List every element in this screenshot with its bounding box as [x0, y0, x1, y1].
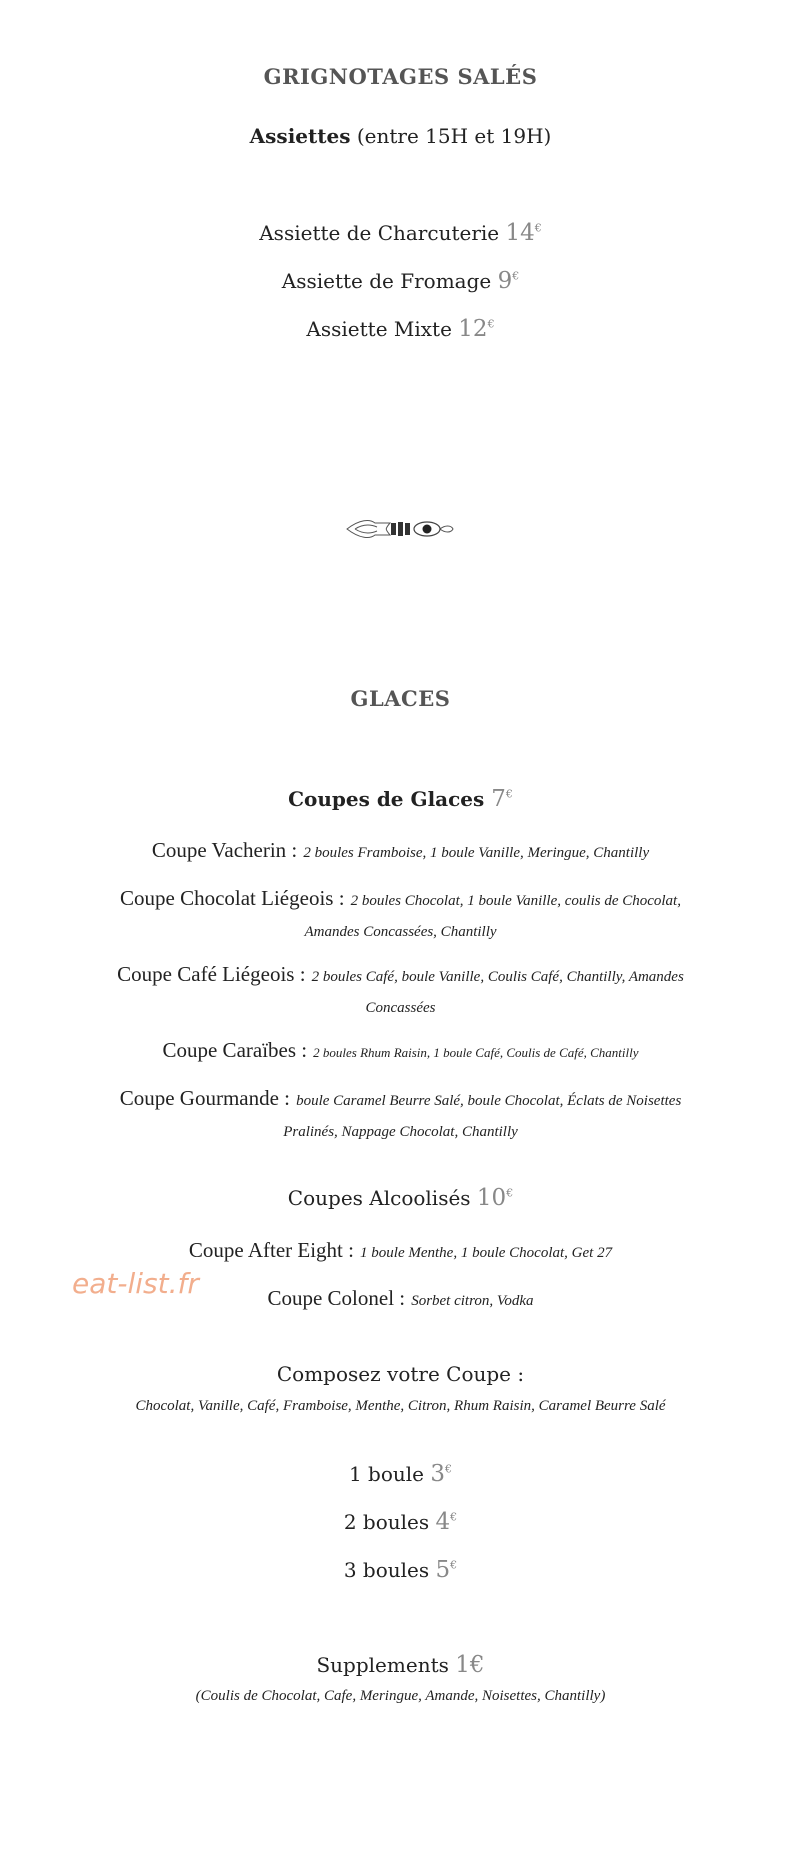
- item-price: 12€: [458, 316, 495, 342]
- coupe-description: 1 boule Menthe, 1 boule Chocolat, Get 27: [360, 1245, 613, 1261]
- alcool-price: 10€: [476, 1185, 514, 1211]
- coupe-name: Coupe Café Liégeois :: [117, 962, 306, 986]
- coupe-name: Coupe Chocolat Liégeois :: [120, 886, 345, 910]
- coupe-name: Coupe Vacherin :: [151, 838, 298, 862]
- coupe-name: Coupe Gourmande :: [119, 1086, 291, 1110]
- assiettes-hours: (entre 15H et 19H): [350, 124, 552, 148]
- compose-title: Composez votre Coupe :: [276, 1362, 525, 1386]
- coupe-description: 2 boules Chocolat, 1 boule Vanille, coulis de Chocolat, Amandes Concassées, Chantilly: [304, 893, 681, 940]
- menu-item: [0, 220, 801, 246]
- coupe-item: [115, 1284, 686, 1316]
- coupe-description: 2 boules Framboise, 1 boule Vanille, Meringue, Chantilly: [303, 845, 650, 861]
- coupe-item: [115, 1084, 686, 1147]
- coupe-name: Coupe After Eight :: [188, 1238, 354, 1262]
- boule-option: [0, 1557, 801, 1583]
- item-name: Assiette de Charcuterie: [259, 221, 500, 245]
- menu-item: [0, 268, 801, 294]
- boule-option: [0, 1509, 801, 1535]
- assiettes-label: Assiettes: [249, 124, 351, 148]
- coupe-item: [115, 1036, 686, 1067]
- boule-option: [0, 1461, 801, 1487]
- supplements-label: Supplements: [316, 1653, 449, 1677]
- boule-label: 3 boules: [343, 1558, 430, 1582]
- coupe-item: [115, 836, 686, 868]
- coupe-description: Sorbet citron, Vodka: [411, 1293, 534, 1309]
- coupe-name: Coupe Caraïbes :: [162, 1038, 308, 1062]
- coupe-name: Coupe Colonel :: [267, 1286, 406, 1310]
- compose-flavors: Chocolat, Vanille, Café, Framboise, Menthe, Citron, Rhum Raisin, Caramel Beurre Salé: [135, 1398, 666, 1414]
- boule-price: 5€: [435, 1557, 458, 1583]
- supplements-list: (Coulis de Chocolat, Cafe, Meringue, Amande, Noisettes, Chantilly): [195, 1688, 606, 1704]
- boule-label: 2 boules: [343, 1510, 430, 1534]
- item-name: Assiette de Fromage: [281, 269, 492, 293]
- coupes-price: 7€: [491, 786, 513, 812]
- alcool-header-label: Coupes Alcoolisés: [287, 1186, 471, 1210]
- menu-item: [0, 316, 801, 342]
- alcool-header: [0, 1185, 801, 1211]
- decorative-flourish-icon: [345, 511, 455, 547]
- item-price: 14€: [505, 220, 542, 246]
- assiettes-subtitle: [0, 124, 801, 148]
- boule-price: 4€: [435, 1509, 458, 1535]
- coupe-item: [115, 960, 686, 1023]
- supplements-price: 1€: [455, 1652, 485, 1678]
- coupe-description: boule Caramel Beurre Salé, boule Chocolat, Éclats de Noisettes Pralinés, Nappage Chocolat, Chantilly: [283, 1093, 682, 1140]
- item-price: 9€: [497, 268, 520, 294]
- coupe-description: 2 boules Café, boule Vanille, Coulis Café, Chantilly, Amandes Concassées: [311, 969, 684, 1016]
- boule-price: 3€: [430, 1461, 453, 1487]
- coupe-item: [115, 884, 686, 947]
- coupes-header-label: Coupes de Glaces: [288, 787, 485, 811]
- boule-label: 1 boule: [348, 1462, 425, 1486]
- section-title-grignotages: GRIGNOTAGES SALÉS: [263, 64, 538, 89]
- supplements-header: [0, 1652, 801, 1678]
- watermark-logo: eat-list.fr: [72, 1267, 199, 1300]
- coupe-description: 2 boules Rhum Raisin, 1 boule Café, Coulis de Café, Chantilly: [313, 1045, 639, 1060]
- coupe-item: [115, 1236, 686, 1268]
- coupes-header: [0, 786, 801, 812]
- item-name: Assiette Mixte: [306, 317, 452, 341]
- section-title-glaces: GLACES: [350, 686, 451, 711]
